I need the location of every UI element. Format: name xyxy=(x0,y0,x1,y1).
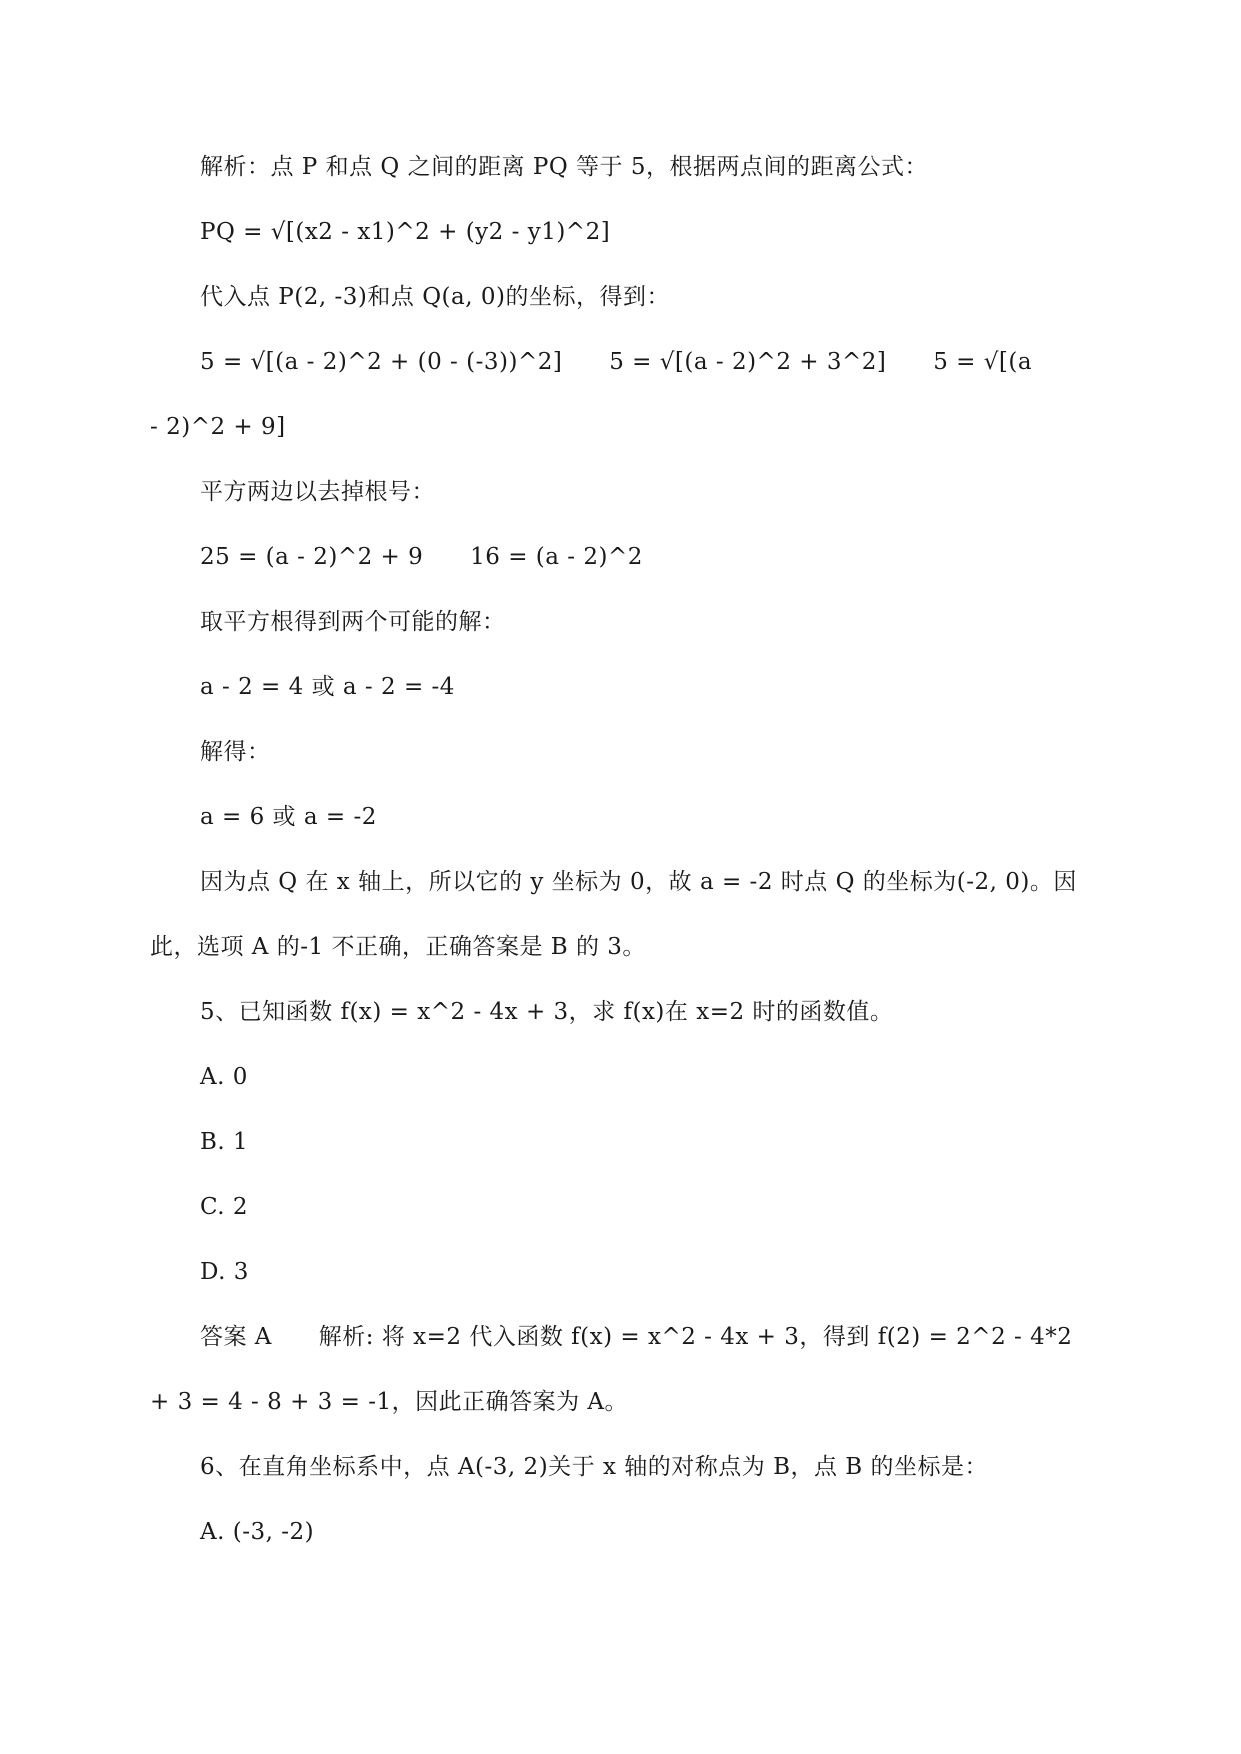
solutions: a = 6 或 a = -2 xyxy=(200,804,377,830)
squared-equations: 25 = (a - 2)^2 + 9 16 = (a - 2)^2 xyxy=(200,544,643,570)
square-root-text: 取平方根得到两个可能的解： xyxy=(200,609,506,635)
substitution-text: 代入点 P(2, -3)和点 Q(a, 0)的坐标，得到： xyxy=(200,284,670,310)
two-solutions-equation: a - 2 = 4 或 a - 2 = -4 xyxy=(200,674,455,700)
question-5-answer-continued: + 3 = 4 - 8 + 3 = -1，因此正确答案为 A。 xyxy=(150,1389,629,1415)
question-5-option-b: B. 1 xyxy=(200,1129,249,1155)
square-both-sides-text: 平方两边以去掉根号： xyxy=(200,479,435,505)
equation-steps-continued: - 2)^2 + 9] xyxy=(150,414,286,440)
distance-formula: PQ = √[(x2 - x1)^2 + (y2 - y1)^2] xyxy=(200,219,611,245)
question-5-option-c: C. 2 xyxy=(200,1194,249,1220)
question-5-answer: 答案 A 解析: 将 x=2 代入函数 f(x) = x^2 - 4x + 3，得到 f(2) = 2^2 - 4*2 xyxy=(200,1324,1073,1350)
question-6: 6、在直角坐标系中，点 A(-3, 2)关于 x 轴的对称点为 B，点 B 的坐标是： xyxy=(200,1454,988,1480)
equation-steps: 5 = √[(a - 2)^2 + (0 - (-3))^2] 5 = √[(a - 2)^2 + 3^2] 5 = √[(a xyxy=(200,349,1033,375)
question-5-option-a: A. 0 xyxy=(200,1064,248,1090)
solve-label: 解得： xyxy=(200,739,271,765)
conclusion-paragraph-continued: 此，选项 A 的-1 不正确，正确答案是 B 的 3。 xyxy=(150,934,646,960)
question-6-option-a: A. (-3, -2) xyxy=(200,1519,315,1545)
question-5-option-d: D. 3 xyxy=(200,1259,249,1285)
analysis-intro: 解析：点 P 和点 Q 之间的距离 PQ 等于 5，根据两点间的距离公式： xyxy=(200,154,928,180)
question-5: 5、已知函数 f(x) = x^2 - 4x + 3，求 f(x)在 x=2 时的函数值。 xyxy=(200,999,894,1025)
conclusion-paragraph: 因为点 Q 在 x 轴上，所以它的 y 坐标为 0，故 a = -2 时点 Q 的坐标为(-2, 0)。因 xyxy=(200,869,1077,895)
